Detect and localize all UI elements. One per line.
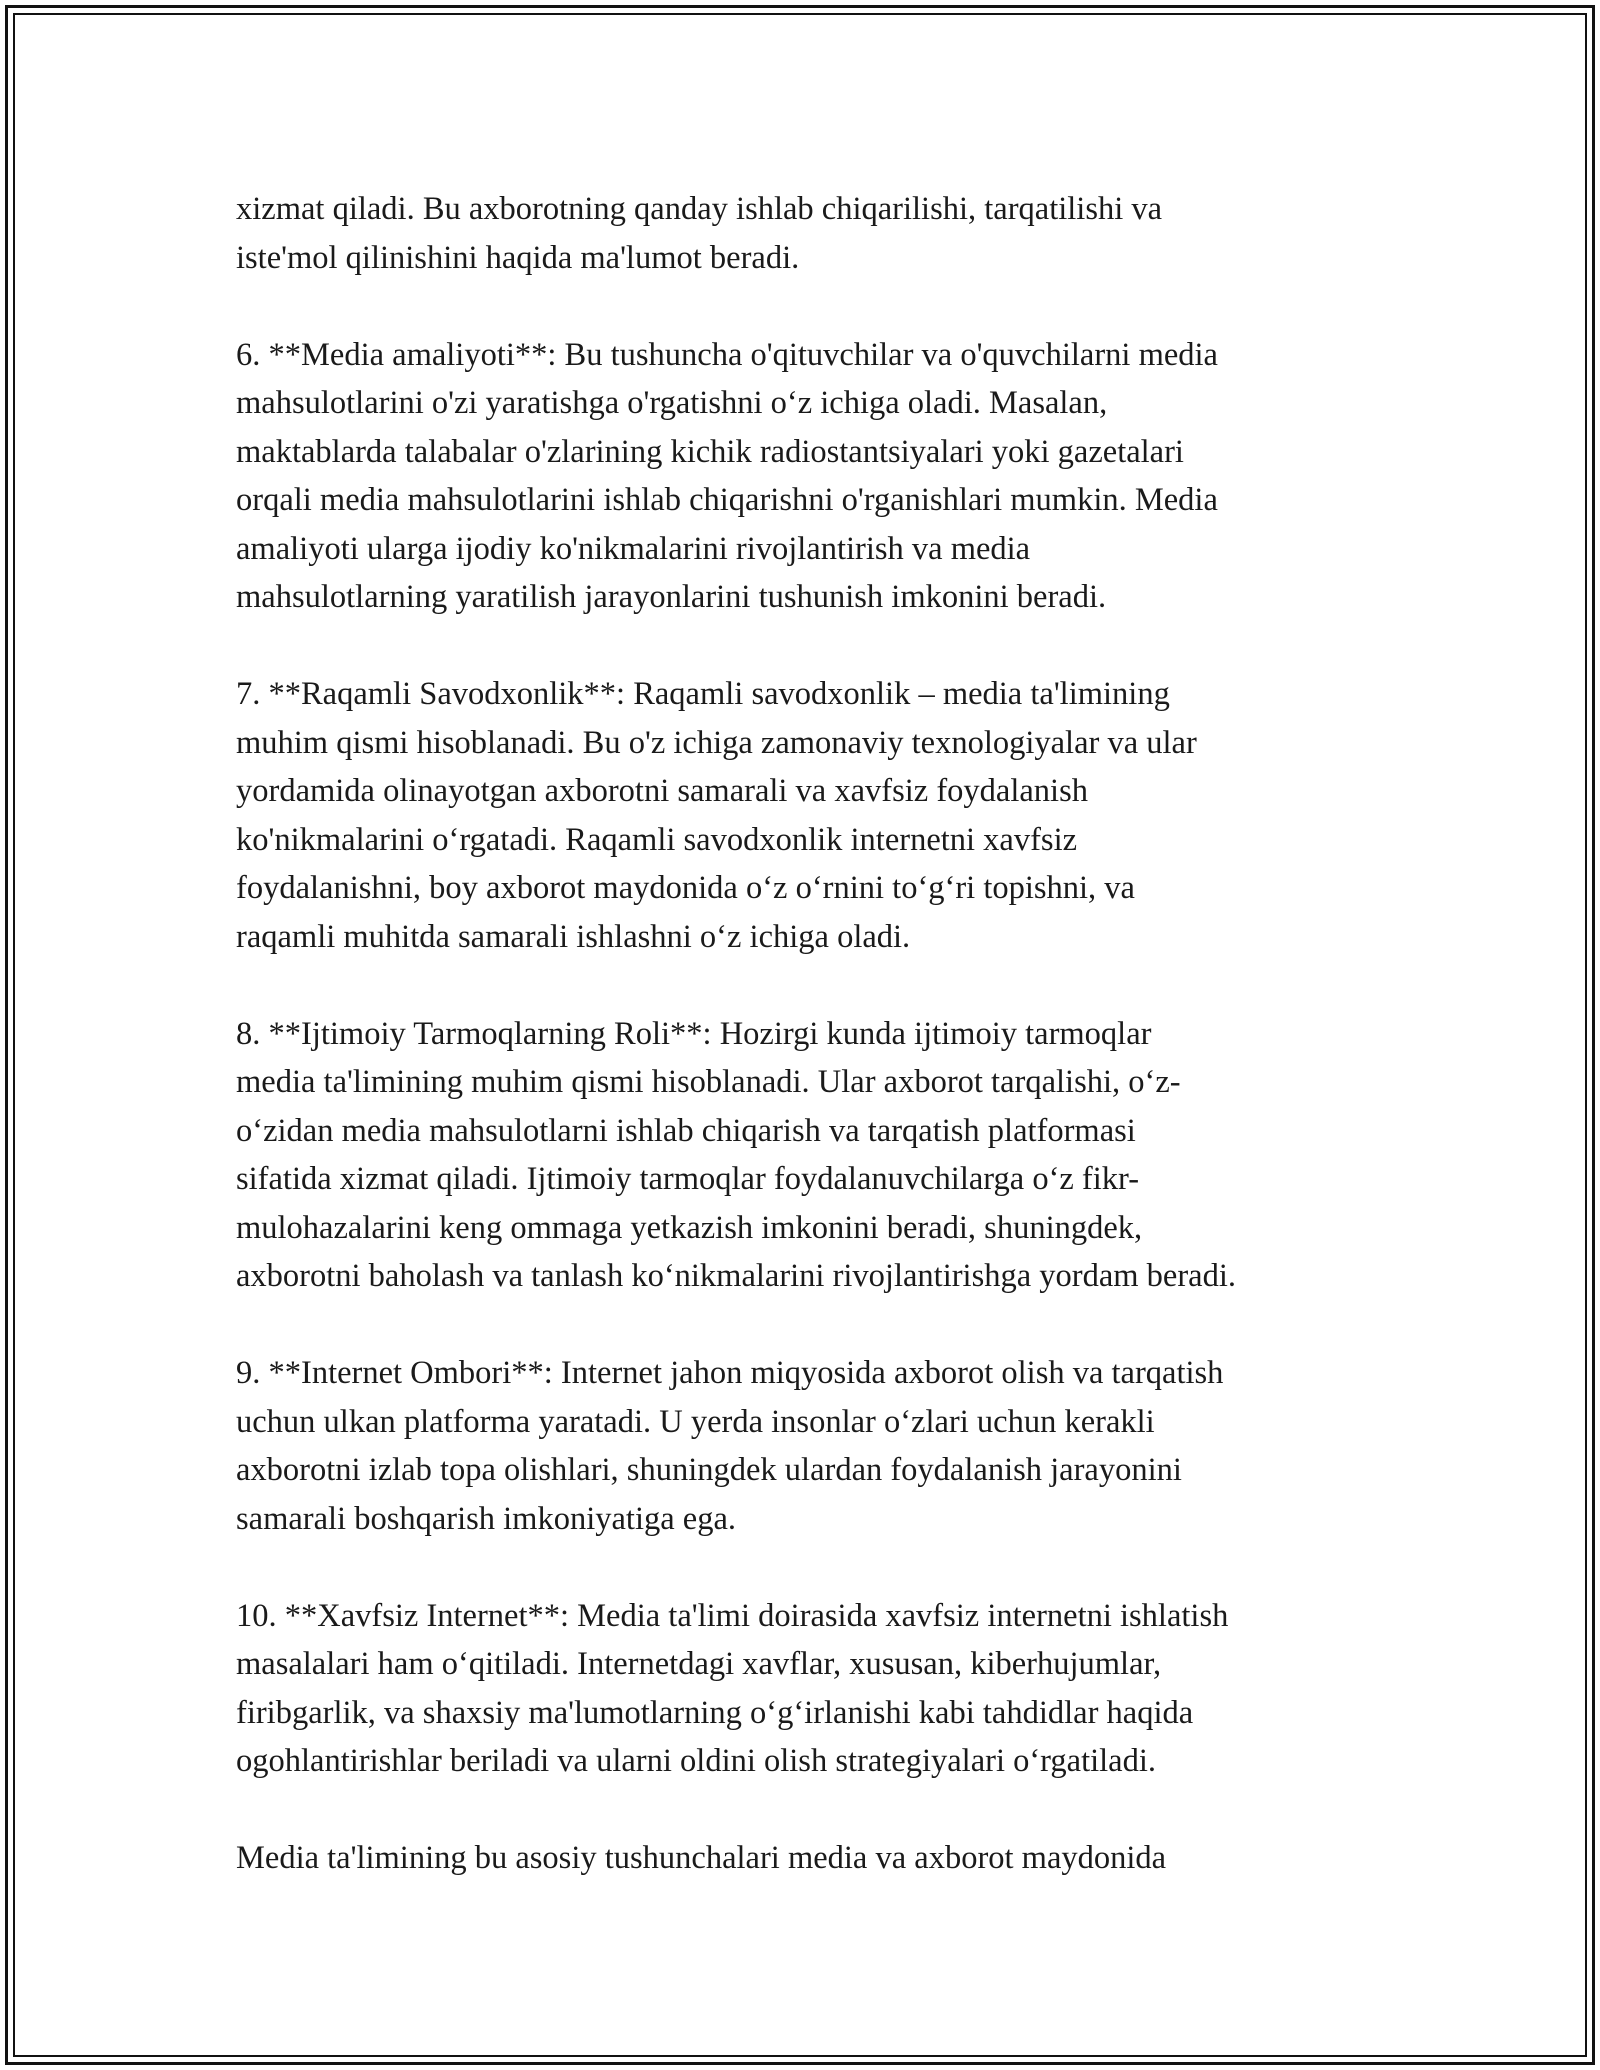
paragraph-gap — [236, 282, 1376, 331]
text-line: amaliyoti ularga ijodiy ko'nikmalarini rivojlantirish va media — [236, 530, 1031, 567]
text-line: media ta'limining muhim qismi hisoblanadi. Ular axborot tarqalishi, o‘z- — [236, 1064, 1181, 1100]
paragraph — [236, 670, 1376, 961]
text-line: raqamli muhitda samarali ishlashni o‘z ichiga oladi. — [236, 918, 911, 955]
text-line: samarali boshqarish imkoniyatiga ega. — [236, 1500, 737, 1537]
text-line: xizmat qiladi. Bu axborotning qanday ishlab chiqarilishi, tarqatilishi va — [236, 191, 1163, 227]
text-line: 9. **Internet Ombori**: Internet jahon miqyosida axborot olish va tarqatish — [236, 1355, 1224, 1391]
text-line: 8. **Ijtimoiy Tarmoqlarning Roli**: Hozirgi kunda ijtimoiy tarmoqlar — [236, 1015, 1152, 1052]
paragraph-gap — [236, 961, 1376, 1010]
text-line: maktablarda talabalar o'zlarining kichik radiostantsiyalari yoki gazetalari — [236, 433, 1184, 470]
text-line: mahsulotlarini o'zi yaratishga o'rgatishni o‘z ichiga oladi. Masalan, — [236, 385, 1108, 421]
paragraph-gap — [236, 622, 1376, 671]
text-line: axborotni baholash va tanlash ko‘nikmalarini rivojlantirishga yordam beradi. — [236, 1258, 1237, 1294]
paragraph — [236, 1834, 1376, 1883]
paragraph-gap — [236, 1301, 1376, 1350]
text-line: firibgarlik, va shaxsiy ma'lumotlarning o‘g‘irlanishi kabi tahdidlar haqida — [236, 1694, 1194, 1731]
text-line: yordamida olinayotgan axborotni samarali va xavfsiz foydalanish — [236, 773, 1088, 809]
paragraph-gap — [236, 1543, 1376, 1592]
paragraph — [236, 331, 1376, 622]
text-line: iste'mol qilinishini haqida ma'lumot beradi. — [236, 239, 800, 276]
text-line: mulohazalarini keng ommaga yetkazish imkonini beradi, shuningdek, — [236, 1209, 1143, 1246]
text-line: foydalanishni, boy axborot maydonida o‘z o‘rnini to‘g‘ri topishni, va — [236, 870, 1135, 906]
text-line: Media ta'limining bu asosiy tushunchalari media va axborot maydonida — [236, 1840, 1167, 1876]
text-line: o‘zidan media mahsulotlarni ishlab chiqarish va tarqatish platformasi — [236, 1112, 1136, 1149]
text-line: 10. **Xavfsiz Internet**: Media ta'limi doirasida xavfsiz internetni ishlatish — [236, 1597, 1229, 1634]
text-line: 6. **Media amaliyoti**: Bu tushuncha o'qituvchilar va o'quvchilarni media — [236, 336, 1218, 373]
text-line: ogohlantirishlar beriladi va ularni oldini olish strategiyalari o‘rgatiladi. — [236, 1743, 1156, 1779]
text-line: muhim qismi hisoblanadi. Bu o'z ichiga zamonaviy texnologiyalar va ular — [236, 724, 1197, 761]
text-line: masalalari ham o‘qitiladi. Internetdagi xavflar, xususan, kiberhujumlar, — [236, 1646, 1162, 1682]
paragraph — [236, 1592, 1376, 1786]
text-line: sifatida xizmat qiladi. Ijtimoiy tarmoqlar foydalanuvchilarga o‘z fikr- — [236, 1161, 1140, 1197]
text-line: 7. **Raqamli Savodxonlik**: Raqamli savodxonlik – media ta'limining — [236, 676, 1170, 712]
text-line: orqali media mahsulotlarini ishlab chiqarishni o'rganishlari mumkin. Media — [236, 482, 1218, 518]
text-line: axborotni izlab topa olishlari, shuningdek ulardan foydalanish jarayonini — [236, 1452, 1182, 1488]
paragraph — [236, 185, 1376, 282]
text-line: ko'nikmalarini o‘rgatadi. Raqamli savodxonlik internetni xavfsiz — [236, 821, 1078, 858]
text-line: uchun ulkan platforma yaratadi. U yerda insonlar o‘zlari uchun kerakli — [236, 1403, 1155, 1440]
paragraph — [236, 1349, 1376, 1543]
document-body — [236, 185, 1376, 1883]
text-line: mahsulotlarning yaratilish jarayonlarini tushunish imkonini beradi. — [236, 579, 1107, 615]
paragraph — [236, 1010, 1376, 1301]
paragraph-gap — [236, 1786, 1376, 1835]
